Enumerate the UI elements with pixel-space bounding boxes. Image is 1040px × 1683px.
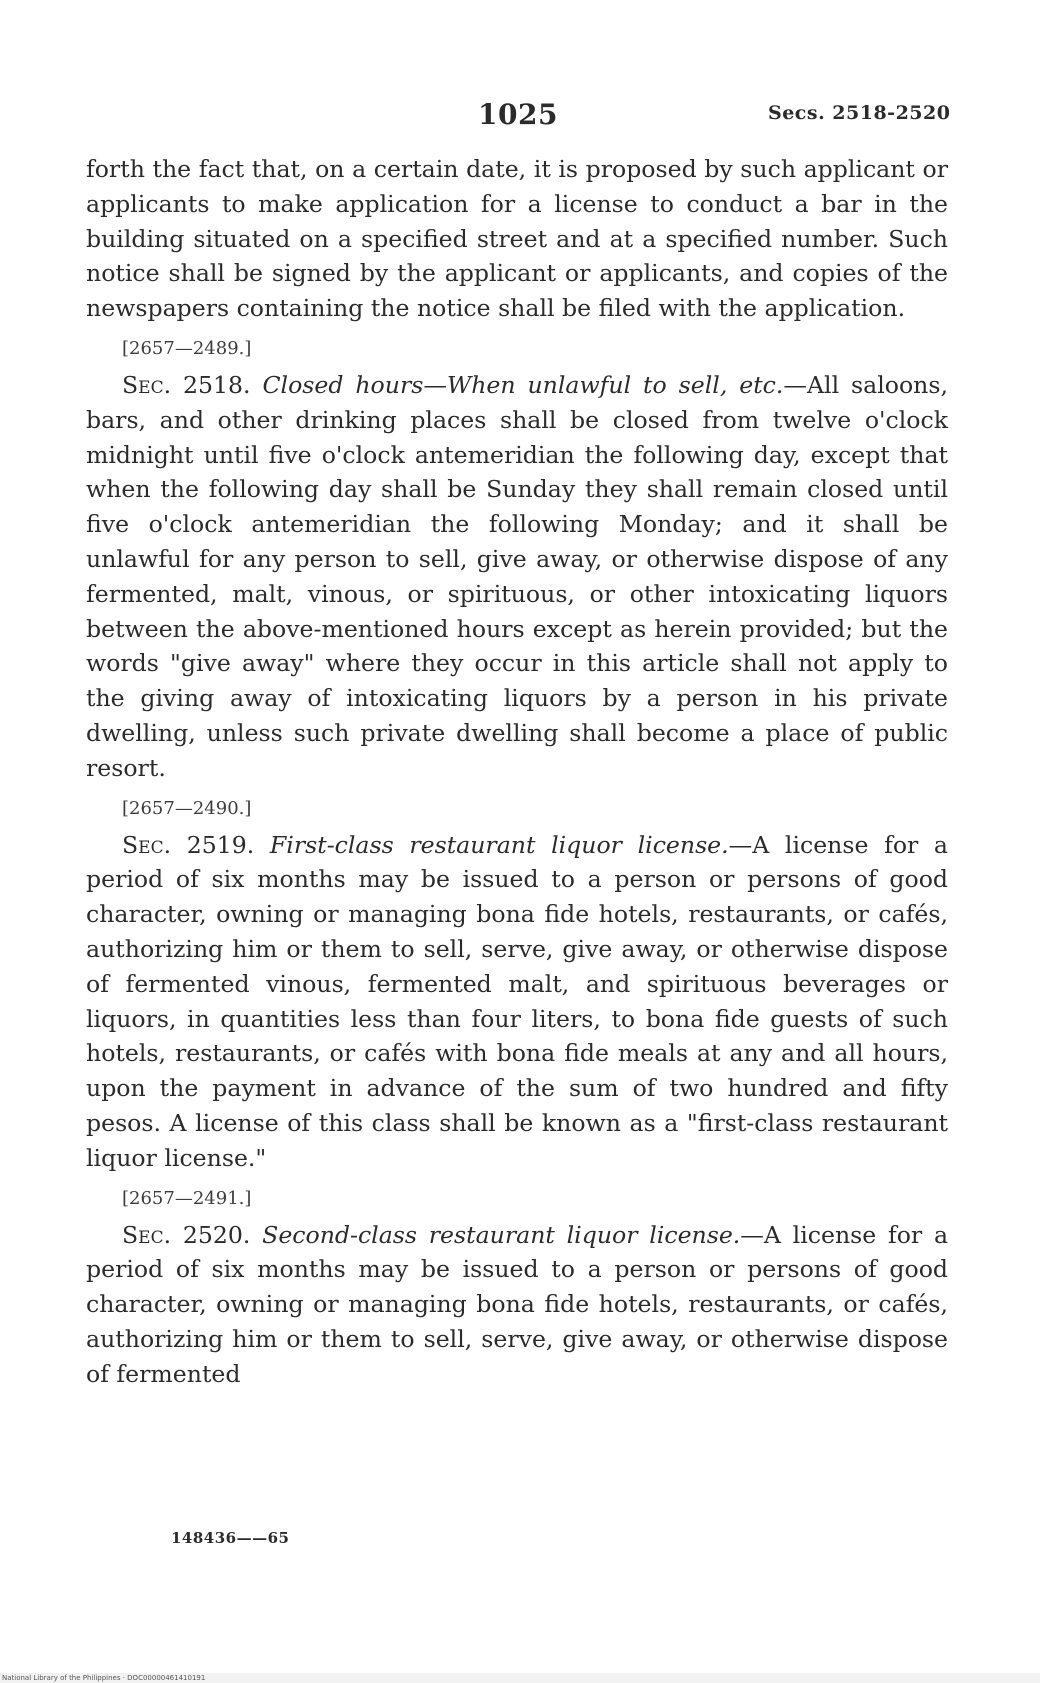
page-header — [0, 98, 1040, 138]
section-range: Secs. 2518-2520 — [768, 102, 951, 124]
section-label: Sec. 2519. — [122, 830, 255, 859]
section-text: —All saloons, bars, and other drinking places shall be closed from twelve o'clock midnight until five o'clock antemeridian the following day, except that when the following day shall be Sunday they shall remain closed until five o'clock antemeridian the following Monday; and it shall be unlawful for any person to sell, give away, or otherwise dispose of any fermented, malt, vinous, or spirituous, or other intoxicating liquors between the above-mentioned hours except as herein provided; but the words "give away" where they occur in this article shall not apply to the giving away of intoxicating liquors by a person in his private dwelling, unless such private dwelling shall become a place of public resort. — [86, 370, 948, 782]
section-citation: [2657—2490.] — [122, 797, 252, 819]
section-paragraph — [86, 1218, 948, 1392]
intro-paragraph: forth the fact that, on a certain date, it is proposed by such applicant or applicants to make application for a license to conduct a bar in the building situated on a specified street and at a specified number. Such notice shall be signed by the applicant or applicants, and copies of the newspapers containing the notice shall be filed with the application. — [86, 155, 948, 323]
section-title: Closed hours—When unlawful to sell, etc. — [262, 370, 784, 399]
section-text: —A license for a period of six months may be issued to a person or persons of good character, owning or managing bona fide hotels, restaurants, or cafés, authorizing him or them to sell, serve, give away, or otherwise dispose of fermented vinous, fermented malt, and spirituous beverages or liquors, in quantities less than four liters, to bona fide guests of such hotels, restaurants, or cafés with bona fide meals at any and all hours, upon the payment in advance of the sum of two hundred and fifty pesos. A license of this class shall be known as a "first-class restaurant liquor license." — [86, 830, 948, 1172]
library-watermark: National Library of the Philippines · DOC00000461410191 — [2, 1674, 206, 1682]
section-label: Sec. 2518. — [122, 370, 251, 399]
section-citation: [2657—2491.] — [122, 1187, 252, 1209]
section-paragraph — [86, 368, 948, 786]
section-title: First-class restaurant liquor license. — [269, 830, 729, 859]
section-text: —A license for a period of six months may be issued to a person or persons of good character, owning or managing bona fide hotels, restaurants, or cafés, authorizing him or them to sell, serve, give away, or otherwise dispose of fermented — [86, 1220, 949, 1388]
section-label: Sec. 2520. — [122, 1220, 251, 1249]
page-number: 1025 — [478, 98, 558, 131]
section-citation: [2657—2489.] — [122, 337, 252, 359]
page-body — [86, 152, 948, 1392]
section-paragraph — [86, 828, 948, 1176]
printer-signature: 148436——65 — [171, 1529, 290, 1547]
section-title: Second-class restaurant liquor license. — [262, 1220, 741, 1249]
